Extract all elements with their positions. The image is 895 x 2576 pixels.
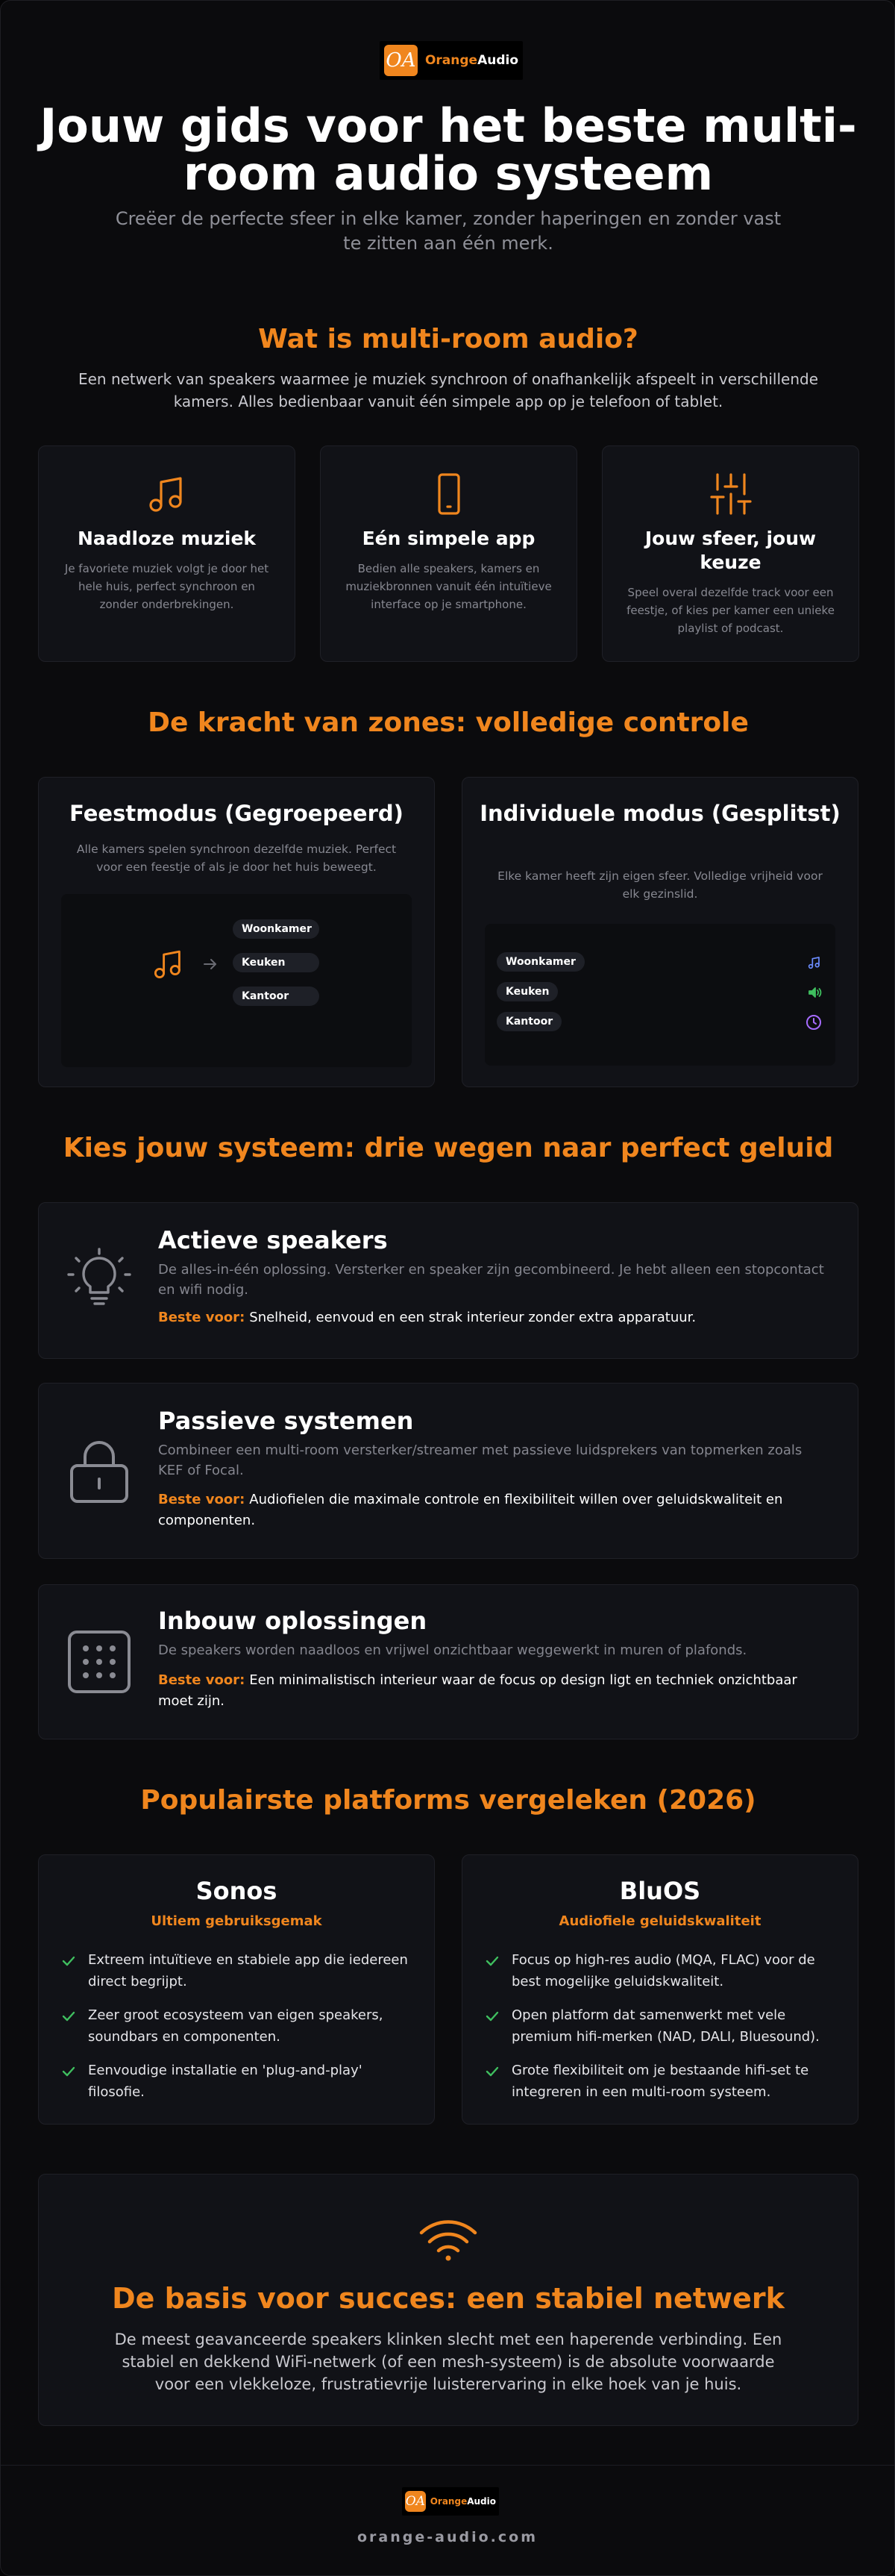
- network-description: De meest geavanceerde speakers klinken slecht met een haperende verbinding. Een stabiel en dekkend WiFi-netwerk (of een mesh-systeem) is de absolute voorwaarde voor een vlekkeloze, frustratievrije luisterervaring in elke hoek van je huis.: [114, 2330, 782, 2393]
- list-item: [485, 1949, 835, 1992]
- list-item: [485, 2060, 835, 2103]
- best-for-label: Beste voor:: [158, 1492, 245, 1507]
- feature-card-seamless-music: [38, 446, 295, 662]
- zone-title: Individuele modus (Gesplitst): [480, 801, 841, 826]
- feature-description: Bedien alle speakers, kamers en muziekbronnen vanuit één intuïtieve interface op je smartphone.: [345, 562, 552, 611]
- platform-tagline: Audiofiele geluidskwaliteit: [559, 1913, 761, 1929]
- system-title: Actieve speakers: [158, 1226, 388, 1254]
- lightbulb-icon: [66, 1246, 133, 1313]
- platform-card-bluos: [462, 1854, 858, 2125]
- platform-feature-list: [485, 1949, 835, 2115]
- system-best-for: [158, 1670, 828, 1712]
- system-card-in-wall: [38, 1584, 858, 1739]
- list-item-text: Extreem intuïtieve en stabiele app die iedereen direct begrijpt.: [88, 1952, 408, 1989]
- room-chip-woonkamer[interactable]: Woonkamer: [497, 952, 585, 972]
- zone-diagram-split: [485, 924, 835, 1066]
- feature-title: Jouw sfeer, jouw keuze: [644, 528, 817, 573]
- logo-word-orange: Orange: [430, 2496, 468, 2507]
- logo-wordmark: [425, 53, 518, 68]
- feature-title: Eén simpele app: [362, 528, 536, 549]
- network-card: [38, 2174, 858, 2426]
- logo-word-orange: Orange: [424, 53, 478, 68]
- list-item-text: Grote flexibiliteit om je bestaande hifi-set te integreren in een multi-room systeem.: [512, 2063, 809, 2100]
- feature-description: Je favoriete muziek volgt je door het hele huis, perfect synchroon en zonder onderbrekingen.: [64, 562, 269, 611]
- brand-logo[interactable]: [380, 41, 523, 80]
- system-best-for: [158, 1307, 828, 1328]
- list-item: [61, 1949, 412, 1992]
- footer-website-link[interactable]: orange-audio.com: [357, 2529, 538, 2545]
- best-for-text: Een minimalistisch interieur waar de focus op design ligt en techniek onzichtbaar moet zijn.: [158, 1672, 797, 1709]
- checkmark-icon: [61, 1954, 76, 1969]
- zone-card-individual-mode: [462, 777, 858, 1087]
- section-title-zones: De kracht van zones: volledige controle: [148, 707, 749, 738]
- logo-word-audio: Audio: [477, 53, 518, 68]
- sliders-icon: [709, 472, 753, 516]
- system-card-passive-systems: [38, 1383, 858, 1559]
- list-item-text: Focus op high-res audio (MQA, FLAC) voor de best mogelijke geluidskwaliteit.: [512, 1952, 815, 1989]
- music-note-icon: [151, 946, 186, 982]
- section-description-what-is: Een netwerk van speakers waarmee je muziek synchroon of onafhankelijk afspeelt in verschillende kamers. Alles bedienbaar vanuit één simpele app op je telefoon of tablet.: [78, 370, 819, 410]
- zone-description: Elke kamer heeft zijn eigen sfeer. Volledige vrijheid voor elk gezinslid.: [497, 869, 823, 901]
- zone-title: Feestmodus (Gegroepeerd): [69, 801, 403, 826]
- checkmark-icon: [485, 1954, 500, 1969]
- footer-brand-logo[interactable]: [402, 2487, 499, 2516]
- checkmark-icon: [485, 2009, 500, 2024]
- room-chip-kantoor[interactable]: Kantoor: [497, 1012, 562, 1031]
- logo-mark: OA: [384, 45, 418, 76]
- music-note-icon: [807, 955, 822, 970]
- feature-title: Naadloze muziek: [77, 528, 257, 549]
- logo-mark: OA: [405, 2491, 426, 2512]
- platform-tagline: Ultiem gebruiksgemak: [151, 1913, 322, 1929]
- list-item: [61, 2060, 412, 2103]
- footer-divider: [1, 2465, 894, 2466]
- list-item: [485, 2004, 835, 2048]
- network-title: De basis voor succes: een stabiel netwerk: [112, 2282, 785, 2315]
- system-description: De alles-in-één oplossing. Versterker en speaker zijn gecombineerd. Je hebt alleen een stopcontact en wifi nodig.: [158, 1262, 824, 1298]
- section-title-systems: Kies jouw systeem: drie wegen naar perfect geluid: [63, 1133, 834, 1163]
- list-item-text: Zeer groot ecosysteem van eigen speakers, soundbars en componenten.: [88, 2007, 383, 2045]
- list-item-text: Eenvoudige installatie en 'plug-and-play' filosofie.: [88, 2063, 362, 2100]
- feature-card-one-app: [320, 446, 577, 662]
- system-best-for: [158, 1489, 828, 1531]
- platform-card-sonos: [38, 1854, 435, 2125]
- system-description: Combineer een multi-room versterker/streamer met passieve luidsprekers van topmerken zoals KEF of Focal.: [158, 1442, 803, 1478]
- room-chip-woonkamer[interactable]: Woonkamer: [233, 919, 319, 939]
- page-title: Jouw gids voor het beste multi-room audio systeem: [40, 99, 857, 201]
- wifi-icon: [418, 2218, 478, 2263]
- feature-card-your-vibe: [602, 446, 859, 662]
- zone-diagram-grouped: [61, 894, 412, 1067]
- best-for-label: Beste voor:: [158, 1310, 245, 1325]
- best-for-text: Snelheid, eenvoud en een strak interieur zonder extra apparatuur.: [249, 1310, 697, 1325]
- checkmark-icon: [61, 2009, 76, 2024]
- room-chip-kantoor[interactable]: Kantoor: [233, 987, 319, 1006]
- zone-card-party-mode: [38, 777, 435, 1087]
- room-chip-keuken[interactable]: Keuken: [497, 982, 558, 1001]
- section-title-what-is: Wat is multi-room audio?: [258, 324, 638, 354]
- logo-wordmark: [430, 2496, 496, 2507]
- speaker-icon: [807, 985, 822, 1000]
- feature-description: Speel overal dezelfde track voor een feestje, of kies per kamer een unieke playlist of podcast.: [626, 586, 835, 635]
- zone-description: Alle kamers spelen synchroon dezelfde muziek. Perfect voor een feestje of als je door het huis beweegt.: [76, 842, 397, 874]
- in-wall-grid-icon: [66, 1628, 133, 1695]
- list-item-text: Open platform dat samenwerkt met vele premium hifi-merken (NAD, DALI, Bluesound).: [512, 2007, 820, 2045]
- arrow-right-icon: [203, 958, 218, 970]
- page-subtitle: Creëer de perfecte sfeer in elke kamer, zonder haperingen en zonder vast te zitten aan één merk.: [115, 208, 782, 254]
- platform-name: Sonos: [195, 1877, 277, 1905]
- best-for-text: Audiofielen die maximale controle en flexibiliteit willen over geluidskwaliteit en componenten.: [158, 1492, 783, 1528]
- music-note-icon: [145, 472, 189, 516]
- smartphone-icon: [427, 472, 471, 516]
- checkmark-icon: [61, 2064, 76, 2079]
- system-title: Passieve systemen: [158, 1407, 414, 1435]
- system-title: Inbouw oplossingen: [158, 1607, 427, 1635]
- logo-word-audio: Audio: [467, 2496, 496, 2507]
- platform-name: BluOS: [619, 1877, 701, 1905]
- lock-icon: [66, 1437, 133, 1504]
- system-card-active-speakers: [38, 1202, 858, 1359]
- section-title-platforms: Populairste platforms vergeleken (2026): [140, 1785, 756, 1816]
- checkmark-icon: [485, 2064, 500, 2079]
- room-chip-keuken[interactable]: Keuken: [233, 953, 319, 972]
- platform-feature-list: [61, 1949, 412, 2115]
- list-item: [61, 2004, 412, 2048]
- clock-icon: [806, 1014, 822, 1031]
- best-for-label: Beste voor:: [158, 1672, 245, 1688]
- system-description: De speakers worden naadloos en vrijwel onzichtbaar weggewerkt in muren of plafonds.: [158, 1642, 747, 1658]
